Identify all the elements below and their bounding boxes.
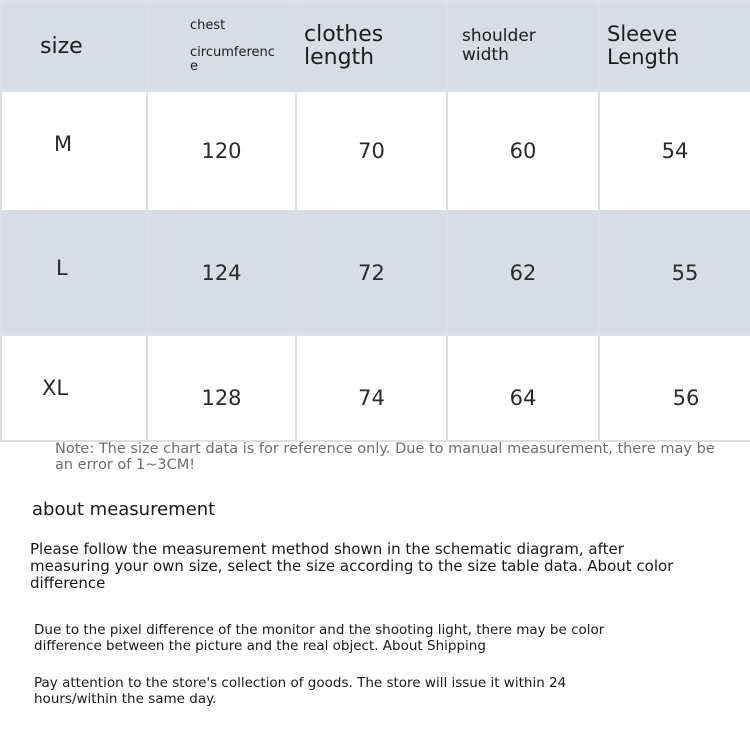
header-chest-label-line1: chest [190,17,226,33]
header-shoulder-width [447,1,599,91]
cell-sleeve-length: 56 [599,335,750,441]
table-row-xl [1,335,750,441]
cell-shoulder-width: 60 [447,91,599,211]
header-sleeve-label-line2: Length [607,45,680,69]
cell-size: M [1,91,147,211]
header-clothes-label-line2: length [304,45,375,70]
table-header-row [1,1,750,91]
shipping-text: Pay attention to the store's collection of goods. The store will issue it within 24 hours/within the same day. [34,675,567,707]
header-shoulder-label-line2: width [462,45,509,65]
cell-chest: 124 [147,211,296,335]
table-row-l [1,211,750,335]
measurement-instructions: Please follow the measurement method shown in the schematic diagram, after measuring your own size, select the size according to the size table data. About color difference [30,540,674,592]
cell-chest: 128 [147,335,296,441]
cell-shoulder-width: 64 [447,335,599,441]
header-sleeve-length [599,1,750,91]
header-clothes-label-line1: clothes [304,22,384,47]
color-difference-text: Due to the pixel difference of the monitor and the shooting light, there may be color difference between the picture and the real object. About Shipping [34,622,605,654]
size-note: Note: The size chart data is for reference only. Due to manual measurement, there may be an error of 1~3CM! [55,441,715,473]
table-row-m [1,91,750,211]
header-size-label: size [40,33,83,59]
cell-clothes-length: 74 [296,335,447,441]
cell-clothes-length: 72 [296,211,447,335]
cell-shoulder-width: 62 [447,211,599,335]
about-measurement-title: about measurement [32,499,216,520]
header-clothes-length [296,1,447,91]
header-sleeve-label-line1: Sleeve [607,22,678,46]
cell-sleeve-length: 55 [599,211,750,335]
cell-clothes-length: 70 [296,91,447,211]
header-chest-circumference [147,1,296,91]
header-size [1,1,147,91]
cell-size: XL [1,335,147,441]
header-chest-label-line2: circumference [190,44,275,74]
cell-chest: 120 [147,91,296,211]
cell-size: L [1,211,147,335]
cell-sleeve-length: 54 [599,91,750,211]
header-shoulder-label-line1: shoulder [462,26,536,46]
